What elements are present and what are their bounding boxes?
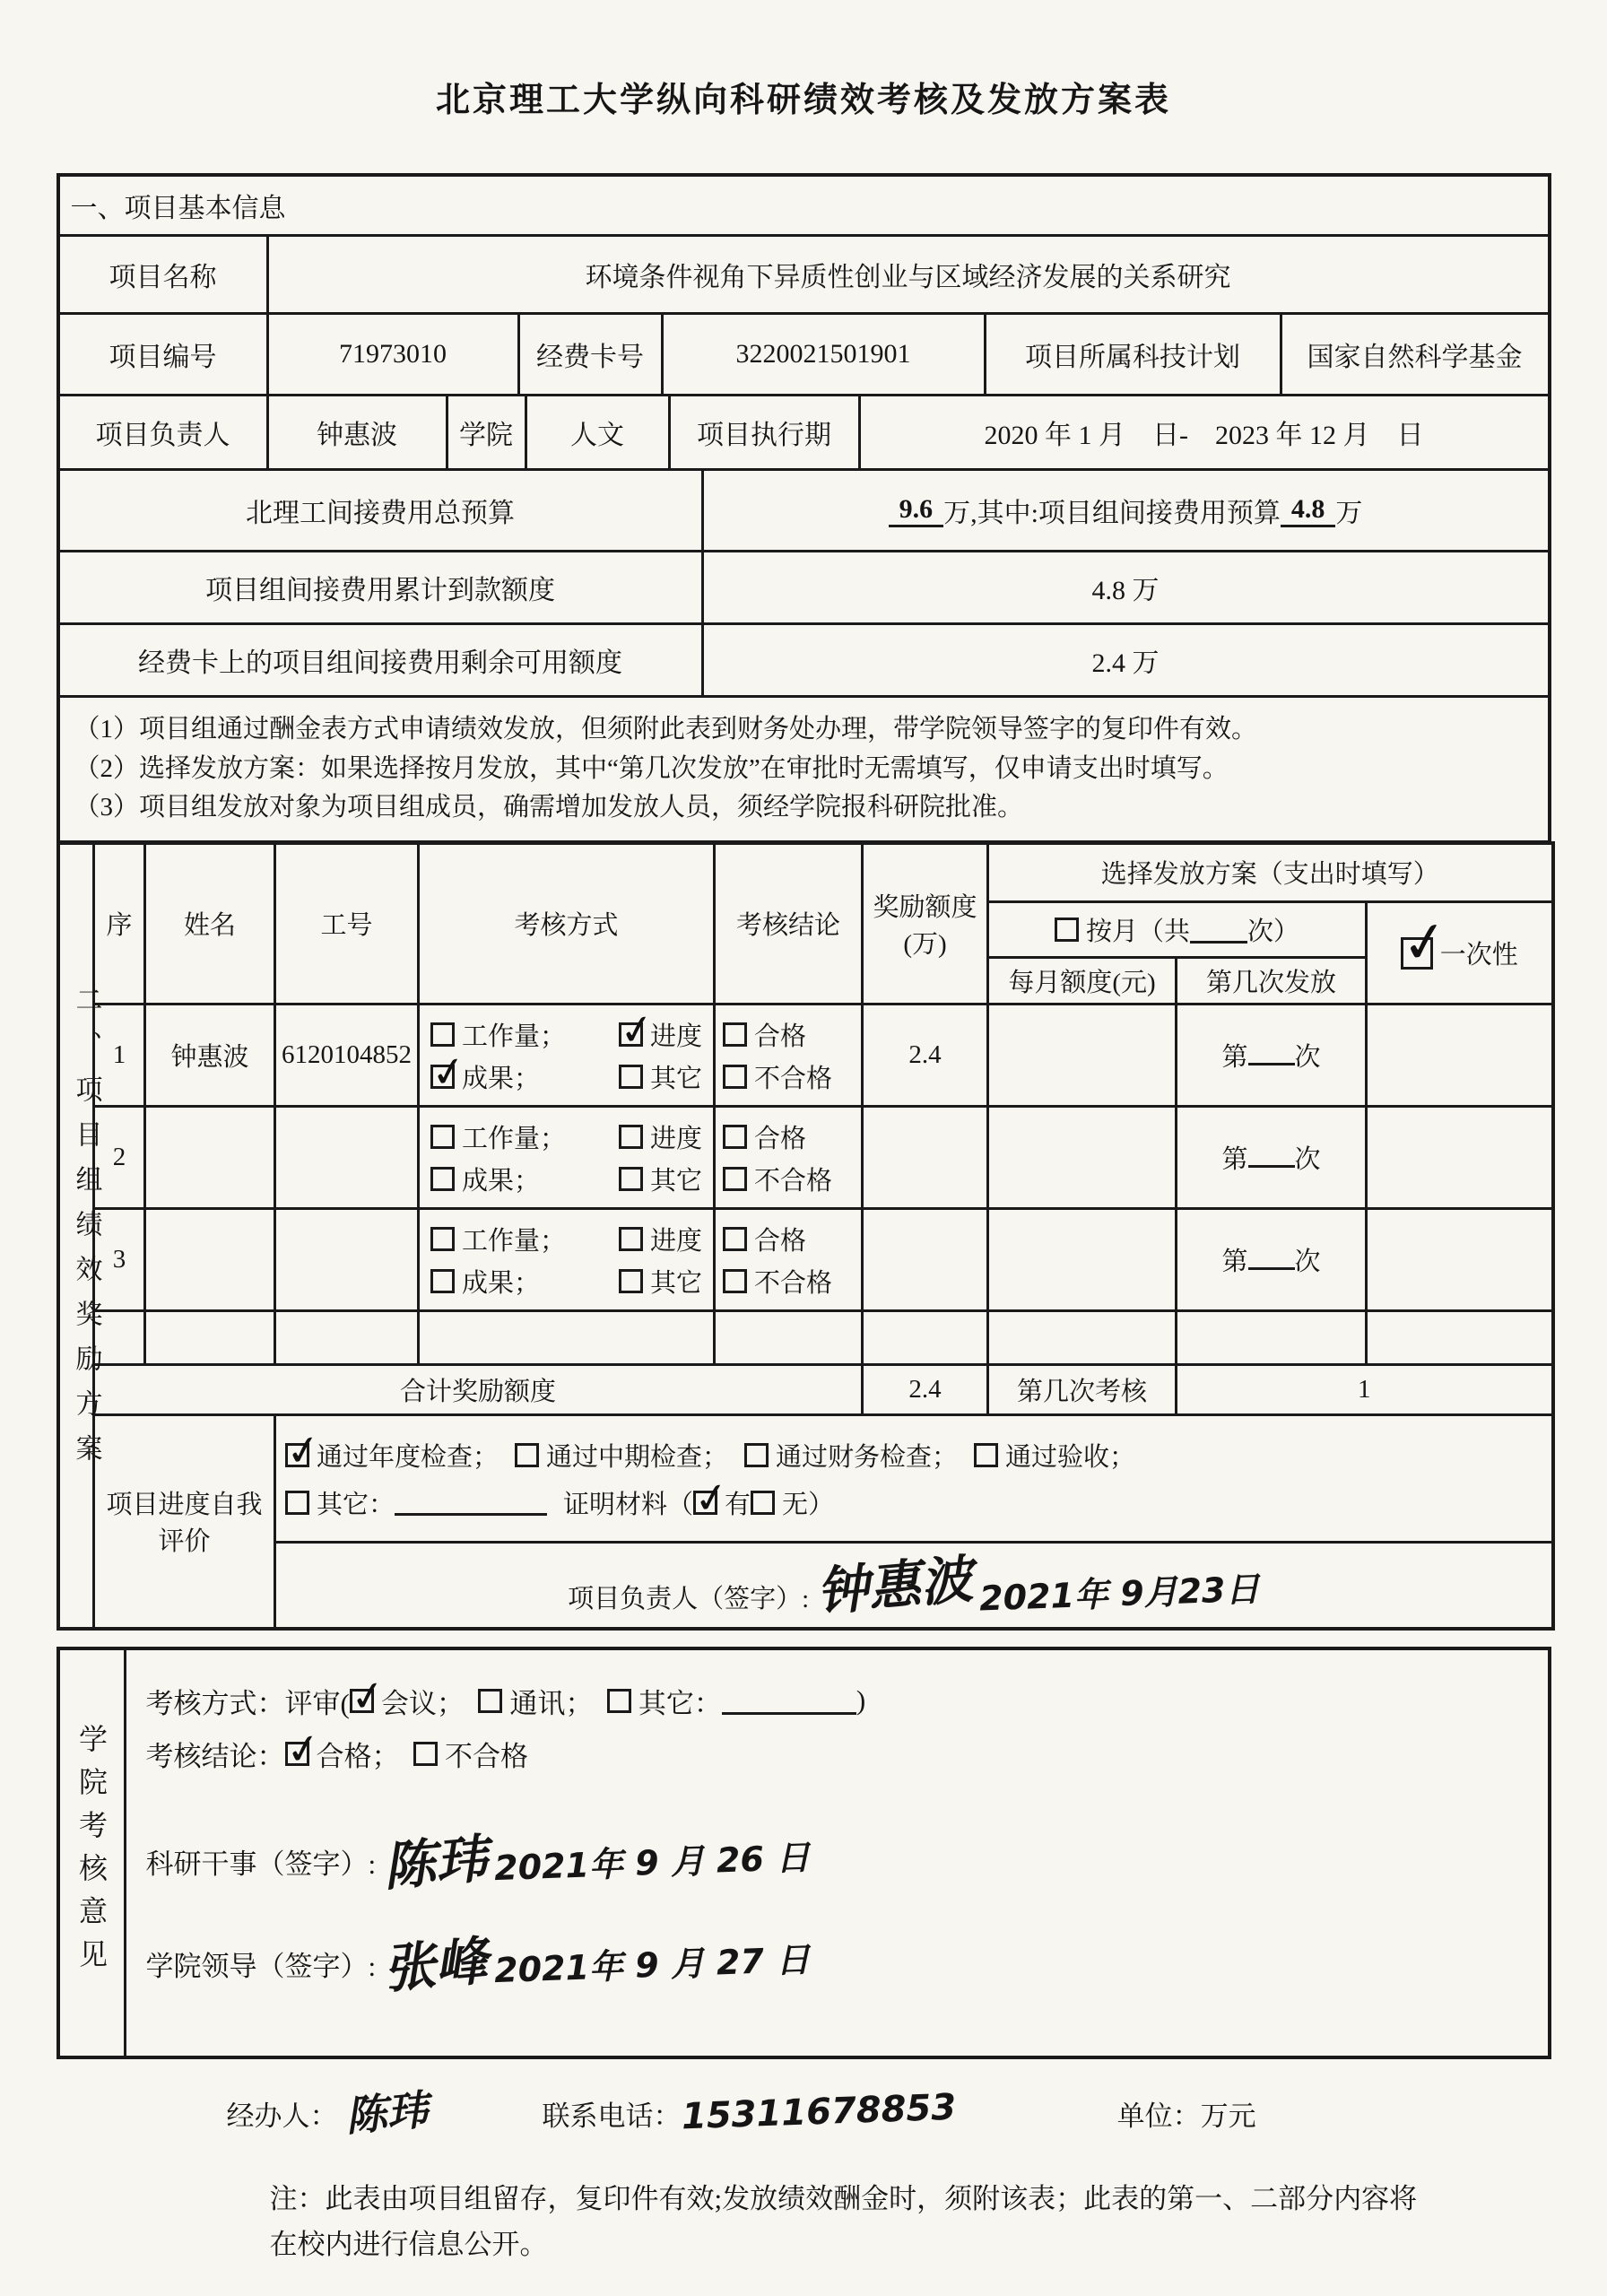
unit-label: 单位：万元 (1116, 2100, 1256, 2132)
row2-method: 工作量； 进度 成果； 其它 (419, 1107, 715, 1209)
nth-assessment-value: 1 (1177, 1365, 1553, 1415)
college-label: 学院 (446, 396, 525, 468)
self-other-blank (395, 1489, 547, 1516)
row1-workload-checkbox (430, 1022, 455, 1047)
budget-sub-amount: 4.8 (1281, 494, 1336, 527)
secretary-signature-line: 科研干事（签字）: 陈玮 2021年 9 月 26 日 (146, 1824, 1524, 1900)
nth-assessment-label: 第几次考核 (988, 1365, 1177, 1415)
row2-workload-checkbox (430, 1125, 455, 1149)
monthly-checkbox (1055, 918, 1079, 942)
row1-other-checkbox (619, 1065, 643, 1089)
row3-fail-checkbox (723, 1269, 747, 1293)
section3-college-opinion (56, 1647, 1551, 2059)
row3-other-checkbox (619, 1269, 643, 1293)
row3-method: 工作量； 进度 成果； 其它 (419, 1209, 715, 1311)
total-label: 合计奖励额度 (94, 1365, 863, 1415)
row2-nth-payment: 第 次 (1177, 1107, 1367, 1209)
remain-value: 2.4 万 (701, 625, 1548, 695)
college-result-line: 考核结论： ✓ 合格； 不合格 (146, 1734, 1524, 1774)
total-value: 2.4 (863, 1365, 988, 1415)
period-label: 项目执行期 (668, 396, 858, 468)
method-other-blank (722, 1686, 856, 1716)
meeting-checkbox (350, 1689, 374, 1713)
row2-seq: 2 (94, 1107, 145, 1209)
header-payout-plan: 选择发放方案（支出时填写） (988, 843, 1553, 902)
budget-label: 北理工间接费用总预算 (246, 499, 515, 528)
member-row-2 (58, 1107, 1553, 1209)
evidence-yes-checkbox (693, 1491, 717, 1515)
row2-result: 合格 不合格 (715, 1107, 863, 1209)
handler-label: 经办人： (226, 2100, 338, 2132)
note-2: （2）选择发放方案：如果选择按月发放，其中“第几次发放”在审批时无需填写，仅申请支出时填写。 (74, 753, 1229, 783)
row2-fail-checkbox (723, 1167, 747, 1191)
row3-nth-payment: 第 次 (1177, 1209, 1367, 1311)
row1-achievement-checkbox (430, 1065, 455, 1089)
budget-mid-text: 万,其中:项目组间接费用预算 (943, 499, 1281, 528)
period-value: 2020 年 1 月 日- 2023 年 12 月 日 (858, 396, 1548, 468)
self-eval-label: 项目进度自我评价 (94, 1415, 275, 1629)
row3-achievement-checkbox (430, 1269, 455, 1293)
fund-card-value: 3220021501901 (661, 315, 984, 394)
note-1: （1）项目组通过酬金表方式申请绩效发放，但须附此表到财务处办理，带学院领导签字的复印件有效。 (74, 715, 1258, 744)
row1-seq: 1 (94, 1004, 145, 1107)
secretary-signature: 陈玮 (380, 1827, 491, 1898)
phone-value: 15311678853 (680, 2086, 957, 2137)
row1-monthly-amount (988, 1004, 1177, 1107)
handler-line (227, 2084, 1551, 2144)
row1-name: 钟惠波 (145, 1004, 275, 1107)
header-method: 考核方式 (419, 843, 715, 1004)
pi-sign-label: 项目负责人（签字）: (568, 1585, 810, 1614)
bottom-note: 注：此表由项目组留存，复印件有效;发放绩效酬金时，须附该表；此表的第一、二部分内容将在校内进行信息公开。 (269, 2182, 1418, 2260)
row1-id: 6120104852 (275, 1004, 419, 1107)
section1-basic-info-table (56, 173, 1551, 844)
row3-one-time-cell (1367, 1209, 1553, 1311)
college-value: 人文 (525, 396, 668, 468)
row3-name (145, 1209, 275, 1311)
row3-reward (863, 1209, 988, 1311)
handler-signature: 陈玮 (343, 2084, 430, 2141)
pi-signature: 钟惠波 (813, 1548, 976, 1623)
pi-label: 项目负责人 (95, 421, 230, 450)
row1-method: 工作量； ✓ 进度 ✓ 成果； 其它 (419, 1004, 715, 1107)
member-row-1 (58, 1004, 1553, 1107)
evidence-no-checkbox (751, 1491, 775, 1515)
arrived-label: 项目组间接费用累计到款额度 (205, 576, 555, 605)
row2-other-checkbox (619, 1167, 643, 1191)
row1-reward: 2.4 (863, 1004, 988, 1107)
pi-signature-cell (275, 1543, 1553, 1629)
total-row (58, 1365, 1553, 1415)
monthly-option: 按月（共 次） (988, 902, 1367, 958)
row1-fail-checkbox (723, 1065, 747, 1089)
fund-card-label: 经费卡号 (517, 315, 661, 394)
project-no-value: 71973010 (266, 315, 517, 394)
row1-result: 合格 不合格 (715, 1004, 863, 1107)
header-result: 考核结论 (715, 843, 863, 1004)
row2-progress-checkbox (619, 1125, 643, 1149)
midterm-check-checkbox (515, 1443, 539, 1467)
pi-value: 钟惠波 (266, 396, 446, 468)
row2-pass-checkbox (723, 1125, 747, 1149)
phone-label: 联系电话： (542, 2100, 682, 2132)
remain-label: 经费卡上的项目组间接费用剩余可用额度 (138, 648, 622, 678)
section1-heading: 一、项目基本信息 (70, 194, 286, 223)
row2-reward (863, 1107, 988, 1209)
pi-sign-date: 2021年 9月23日 (978, 1569, 1261, 1619)
leader-signature: 张峰 (380, 1929, 491, 2000)
section1-notes (60, 698, 1273, 840)
row3-seq: 3 (94, 1209, 145, 1311)
section3-vertical-label-col: 学院考核意见 (60, 1650, 126, 2056)
note-3: （3）项目组发放对象为项目组成员，确需增加发放人员，须经学院报科研院批准。 (74, 793, 1024, 822)
annual-check-checkbox (285, 1443, 309, 1467)
row2-name (145, 1107, 275, 1209)
row3-progress-checkbox (619, 1227, 643, 1251)
row1-one-time-cell (1367, 1004, 1553, 1107)
section2-vertical-label: 二、项目组绩效奖励方案 (58, 843, 94, 1629)
one-time-checkbox (1401, 937, 1433, 970)
header-name: 姓名 (145, 843, 275, 1004)
pi-signature-row (58, 1543, 1553, 1629)
form-title: 北京理工大学纵向科研绩效考核及发放方案表 (435, 82, 1171, 119)
secretary-date: 2021年 9 月 26 日 (493, 1837, 811, 1889)
method-other-checkbox (607, 1689, 631, 1713)
row2-achievement-checkbox (430, 1167, 455, 1191)
one-time-option: ✓ 一次性 (1367, 902, 1553, 1004)
correspondence-checkbox (478, 1689, 502, 1713)
header-monthly-amount: 每月额度(元) (988, 958, 1177, 1004)
project-no-label: 项目编号 (109, 343, 217, 372)
acceptance-checkbox (974, 1443, 998, 1467)
row2-monthly-amount (988, 1107, 1177, 1209)
row1-progress-checkbox (619, 1022, 643, 1047)
program-label: 项目所属科技计划 (984, 315, 1280, 394)
budget-amount: 9.6 (889, 494, 944, 527)
monthly-count-blank (1190, 916, 1247, 943)
row3-workload-checkbox (430, 1227, 455, 1251)
row2-one-time-cell (1367, 1107, 1553, 1209)
self-eval-checklist: ✓ 通过年度检查； 通过中期检查； 通过财务检查； 通过验收； 其它： 证明材料（ ✓ 有 无 ） (275, 1415, 1553, 1543)
project-name-label: 项目名称 (109, 263, 217, 292)
row3-monthly-amount (988, 1209, 1177, 1311)
header-seq: 序 (94, 843, 145, 1004)
college-fail-checkbox (413, 1742, 438, 1766)
college-method-line: 考核方式：评审( ✓ 会议； 通讯； 其它： ) (146, 1681, 1524, 1721)
leader-signature-line: 学院领导（签字）: 张峰 2021年 9 月 27 日 (146, 1926, 1524, 2002)
project-name-value: 环境条件视角下异质性创业与区域经济发展的关系研究 (266, 237, 1548, 312)
row2-id (275, 1107, 419, 1209)
self-eval-row (58, 1415, 1553, 1543)
self-other-checkbox (285, 1491, 309, 1515)
member-row-empty (58, 1311, 1553, 1365)
budget-unit: 万 (1335, 499, 1363, 528)
budget-value (701, 471, 1548, 550)
row3-result: 合格 不合格 (715, 1209, 863, 1311)
header-nth-payment: 第几次发放 (1177, 958, 1367, 1004)
program-value: 国家自然科学基金 (1280, 315, 1548, 394)
college-pass-checkbox (285, 1742, 309, 1766)
row1-nth-payment: 第 次 (1177, 1004, 1367, 1107)
section2-reward-table (56, 841, 1555, 1631)
header-id: 工号 (275, 843, 419, 1004)
member-row-3 (58, 1209, 1553, 1311)
arrived-value: 4.8 万 (701, 552, 1548, 622)
header-reward: 奖励额度 (万) (863, 843, 988, 1004)
row3-id (275, 1209, 419, 1311)
row3-pass-checkbox (723, 1227, 747, 1251)
financial-check-checkbox (744, 1443, 769, 1467)
row1-pass-checkbox (723, 1022, 747, 1047)
leader-date: 2021年 9 月 27 日 (493, 1939, 811, 1991)
